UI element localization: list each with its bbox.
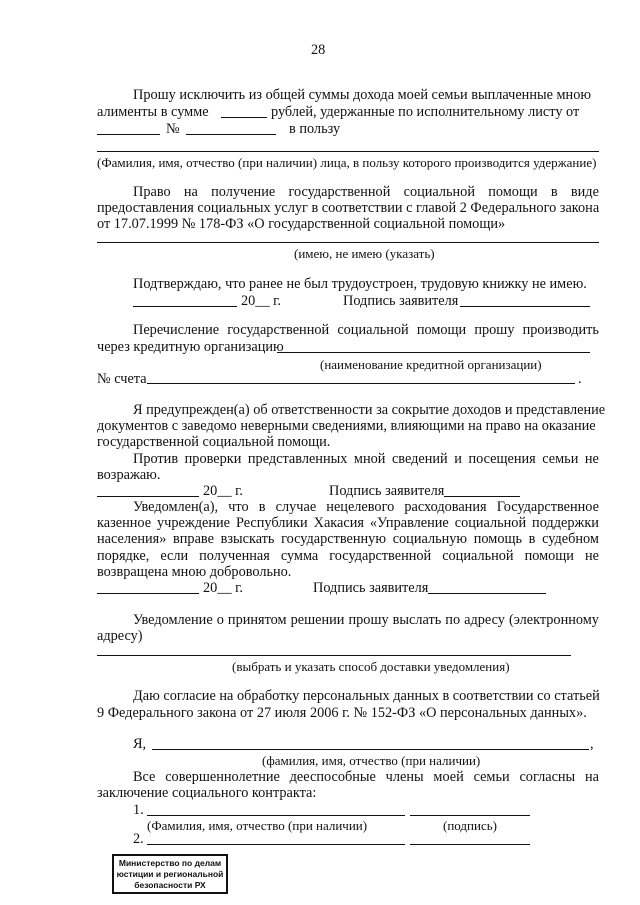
consent-line-1: Даю согласие на обработку персональных данных в соответствии со статьей bbox=[133, 688, 600, 704]
warning-signature-field[interactable] bbox=[444, 496, 520, 497]
notified-line-3: населения» вправе взыскать государственную социальную помощь в судебном bbox=[97, 531, 599, 547]
writ-number-label: № bbox=[166, 121, 180, 137]
notified-line-1: Уведомлен(а), что в случае нецелевого расходования Государственное bbox=[133, 499, 599, 515]
warning-line-2: документов с заведомо неверными сведениями, влияющими на право на оказание bbox=[97, 418, 596, 434]
credit-organization-caption: (наименование кредитной организации) bbox=[320, 357, 542, 372]
employment-signature-field[interactable] bbox=[460, 306, 590, 307]
right-to-aid-line-3: от 17.07.1999 № 178-ФЗ «О государственной социальной помощи» bbox=[97, 216, 506, 232]
right-to-aid-field[interactable] bbox=[97, 242, 599, 243]
verification-line-1: Против проверки представленных мной сведений и посещения семьи не bbox=[133, 451, 599, 467]
notified-line-4: порядке, если полученная сумма государственной социальной помощи не bbox=[97, 548, 599, 564]
account-number-field[interactable] bbox=[147, 383, 575, 384]
alimony-amount-field[interactable] bbox=[221, 117, 267, 118]
ministry-stamp bbox=[112, 854, 228, 894]
warning-line-3: государственной социальной помощи. bbox=[97, 434, 331, 450]
account-number-label: № счета bbox=[97, 371, 147, 387]
notification-method-field[interactable] bbox=[97, 655, 571, 656]
consent-name-field[interactable] bbox=[152, 749, 589, 750]
notification-line-2: адресу) bbox=[97, 628, 143, 644]
writ-date-field[interactable] bbox=[97, 134, 160, 135]
family-member-2-name-field[interactable] bbox=[147, 844, 405, 845]
family-line-2: заключение социального контракта: bbox=[97, 785, 317, 801]
stamp-line-3: безопасности РХ bbox=[134, 880, 206, 890]
notification-line-1: Уведомление о принятом решении прошу выслать по адресу (электронному bbox=[133, 612, 599, 628]
warning-year: 20__ г. bbox=[203, 483, 243, 499]
notified-signature-field[interactable] bbox=[428, 593, 546, 594]
alimony-line-1: Прошу исключить из общей суммы дохода моей семьи выплаченные мною bbox=[133, 87, 592, 103]
stamp-line-2: юстиции и региональной bbox=[116, 869, 224, 879]
warning-line-1: Я предупрежден(а) об ответственности за сокрытие доходов и представление bbox=[133, 402, 606, 418]
page-number: 28 bbox=[311, 42, 326, 58]
warning-signature-label: Подпись заявителя bbox=[329, 483, 445, 499]
family-signature-caption: (подпись) bbox=[443, 818, 497, 833]
notified-line-2: казенное учреждение Республики Хакасия «Управление социальной поддержки bbox=[97, 515, 599, 531]
employment-date-field[interactable] bbox=[133, 306, 237, 307]
employment-statement: Подтверждаю, что ранее не был трудоустроен, трудовую книжку не имею. bbox=[133, 276, 587, 292]
writ-number-field[interactable] bbox=[186, 134, 276, 135]
family-name-caption: (Фамилия, имя, отчество (при наличии) bbox=[147, 818, 368, 833]
notified-date-field[interactable] bbox=[97, 593, 199, 594]
family-member-1-name-field[interactable] bbox=[147, 815, 405, 816]
notification-caption: (выбрать и указать способ доставки уведомления) bbox=[232, 659, 510, 674]
verification-line-2: возражаю. bbox=[97, 467, 161, 483]
family-line-1: Все совершеннолетние дееспособные члены моей семьи согласны на bbox=[133, 769, 599, 785]
right-to-aid-caption: (имею, не имею (указать) bbox=[294, 246, 435, 261]
alimony-line-2a: алименты в сумме bbox=[97, 104, 209, 120]
credit-organization-field[interactable] bbox=[277, 352, 590, 353]
notified-year: 20__ г. bbox=[203, 580, 243, 596]
family-item-1-number: 1. bbox=[133, 802, 144, 818]
employment-year: 20__ г. bbox=[241, 293, 281, 309]
right-to-aid-line-2: предоставления социальных услуг в соответствии с главой 2 Федерального закона bbox=[97, 200, 600, 216]
consent-comma: , bbox=[590, 736, 594, 752]
notified-line-5: возвращена мною добровольно. bbox=[97, 564, 292, 580]
alimony-line-2b: рублей, удержанные по исполнительному листу от bbox=[271, 104, 580, 120]
family-member-1-signature-field[interactable] bbox=[410, 815, 530, 816]
consent-caption: (фамилия, имя, отчество (при наличии) bbox=[262, 753, 481, 768]
account-period: . bbox=[578, 371, 582, 387]
family-member-2-signature-field[interactable] bbox=[410, 844, 530, 845]
stamp-line-1: Министерство по делам bbox=[118, 858, 222, 868]
alimony-in-favor: в пользу bbox=[289, 121, 341, 137]
consent-line-2: 9 Федерального закона от 27 июля 2006 г. № 152-ФЗ «О персональных данных». bbox=[97, 705, 587, 721]
beneficiary-caption: (Фамилия, имя, отчество (при наличии) лица, в пользу которого производится удержание) bbox=[97, 155, 597, 170]
transfer-line-2: через кредитную организацию bbox=[97, 339, 284, 355]
consent-ya: Я, bbox=[133, 736, 147, 752]
family-item-2-number: 2. bbox=[133, 831, 144, 847]
employment-signature-label: Подпись заявителя bbox=[343, 293, 459, 309]
warning-date-field[interactable] bbox=[97, 496, 199, 497]
beneficiary-name-field[interactable] bbox=[97, 151, 599, 152]
right-to-aid-line-1: Право на получение государственной социальной помощи в виде bbox=[133, 184, 599, 200]
notified-signature-label: Подпись заявителя bbox=[313, 580, 429, 596]
transfer-line-1: Перечисление государственной социальной помощи прошу производить bbox=[133, 322, 599, 338]
